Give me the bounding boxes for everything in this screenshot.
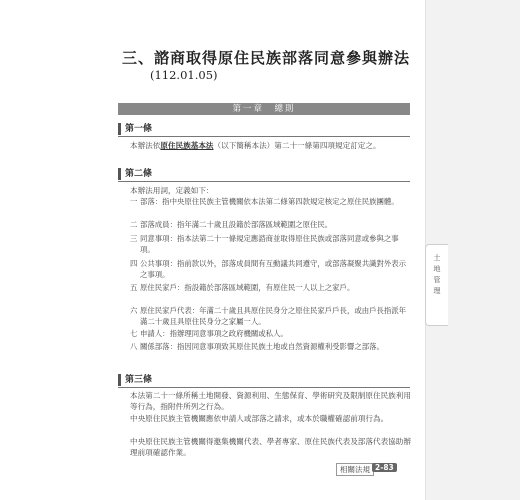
article-3-paragraph: 中央原住民族主管機關應依申請人或部落之請求，或本於職權確認前項行為。 [130,414,389,423]
heading-marker [118,123,121,135]
item-text: 原住民家戶代表：年滿二十歲且具原住民身分之原住民家戶戶長，或由戶長指派年滿二十歲且具原住民身分之家屬一人。 [140,306,407,326]
document-title: 三、諮商取得原住民族部落同意參與辦法 [122,49,411,67]
definition-item [130,329,412,340]
item-text: 同意事項：指本法第二十一條規定應諮商並取得原住民族或部落同意或參與之事項。 [140,234,399,254]
definition-item [130,197,412,208]
item-number: 三 [130,234,138,243]
item-text: 關係部落：指因同意事項致其原住民族土地或自然資源權利受影響之部落。 [140,342,384,351]
definition-item [130,259,412,280]
item-text: 部落成員：指年滿二十歲且設籍於部落區域範圍之原住民。 [140,220,333,229]
item-number: 二 [130,220,138,229]
definition-item [130,306,412,327]
item-number: 七 [130,329,138,338]
article-1-text [130,141,412,152]
article-2-heading [118,168,410,182]
item-number: 六 [130,306,138,315]
page-number: 2-83 [372,463,397,472]
item-number: 一 [130,197,138,206]
article-1-text-pre: 本辦法依 [130,141,161,150]
heading-marker [118,374,121,386]
definition-item [130,220,412,231]
item-number: 八 [130,342,138,351]
definition-item [130,283,412,294]
item-text: 部落：指中央原住民族主管機關依本法第二條第四款規定核定之原住民族團體。 [140,197,399,206]
article-1-heading [118,123,410,137]
chapter-heading: 第一章 總則 [118,103,410,115]
article-3-paragraph: 本法第二十一條所稱土地開發、資源利用、生態保育、學術研究及限制原住民族利用等行為，指附件所列之行為。 [130,391,411,411]
basic-law-link[interactable]: 原住民族基本法 [160,141,214,150]
article-1-text-post: （以下簡稱本法）第二十一條第四項規定訂定之。 [213,141,381,150]
article-1-label: 第一條 [125,124,153,134]
heading-marker [118,168,121,180]
section-tab-label: 土地管理 [433,254,441,295]
article-2-intro: 本辦法用詞，定義如下： [130,186,214,195]
section-tab[interactable] [425,244,448,326]
definition-item [130,234,412,255]
item-number: 四 [130,259,138,268]
document-date: (112.01.05) [150,68,218,82]
article-3-paragraph: 中央原住民族主管機關得邀集機關代表、學者專家、原住民族代表及部落代表協助辦理前項確認作業。 [130,437,411,457]
article-3-heading [118,374,410,388]
article-3-label: 第三條 [125,375,153,385]
definition-item [130,342,412,353]
item-text: 申請人：指辦理同意事項之政府機關或私人。 [140,329,288,338]
item-text: 原住民家戶：指設籍於部落區域範圍，有原住民一人以上之家戶。 [140,283,355,292]
article-2-label: 第二條 [125,169,153,179]
item-text: 公共事項：指前款以外，部落成員間有互動議共同遵守，或部落凝聚共識對外表示之事項。 [140,259,407,279]
footer-section-label: 相關法規 [336,463,374,476]
item-number: 五 [130,283,138,292]
